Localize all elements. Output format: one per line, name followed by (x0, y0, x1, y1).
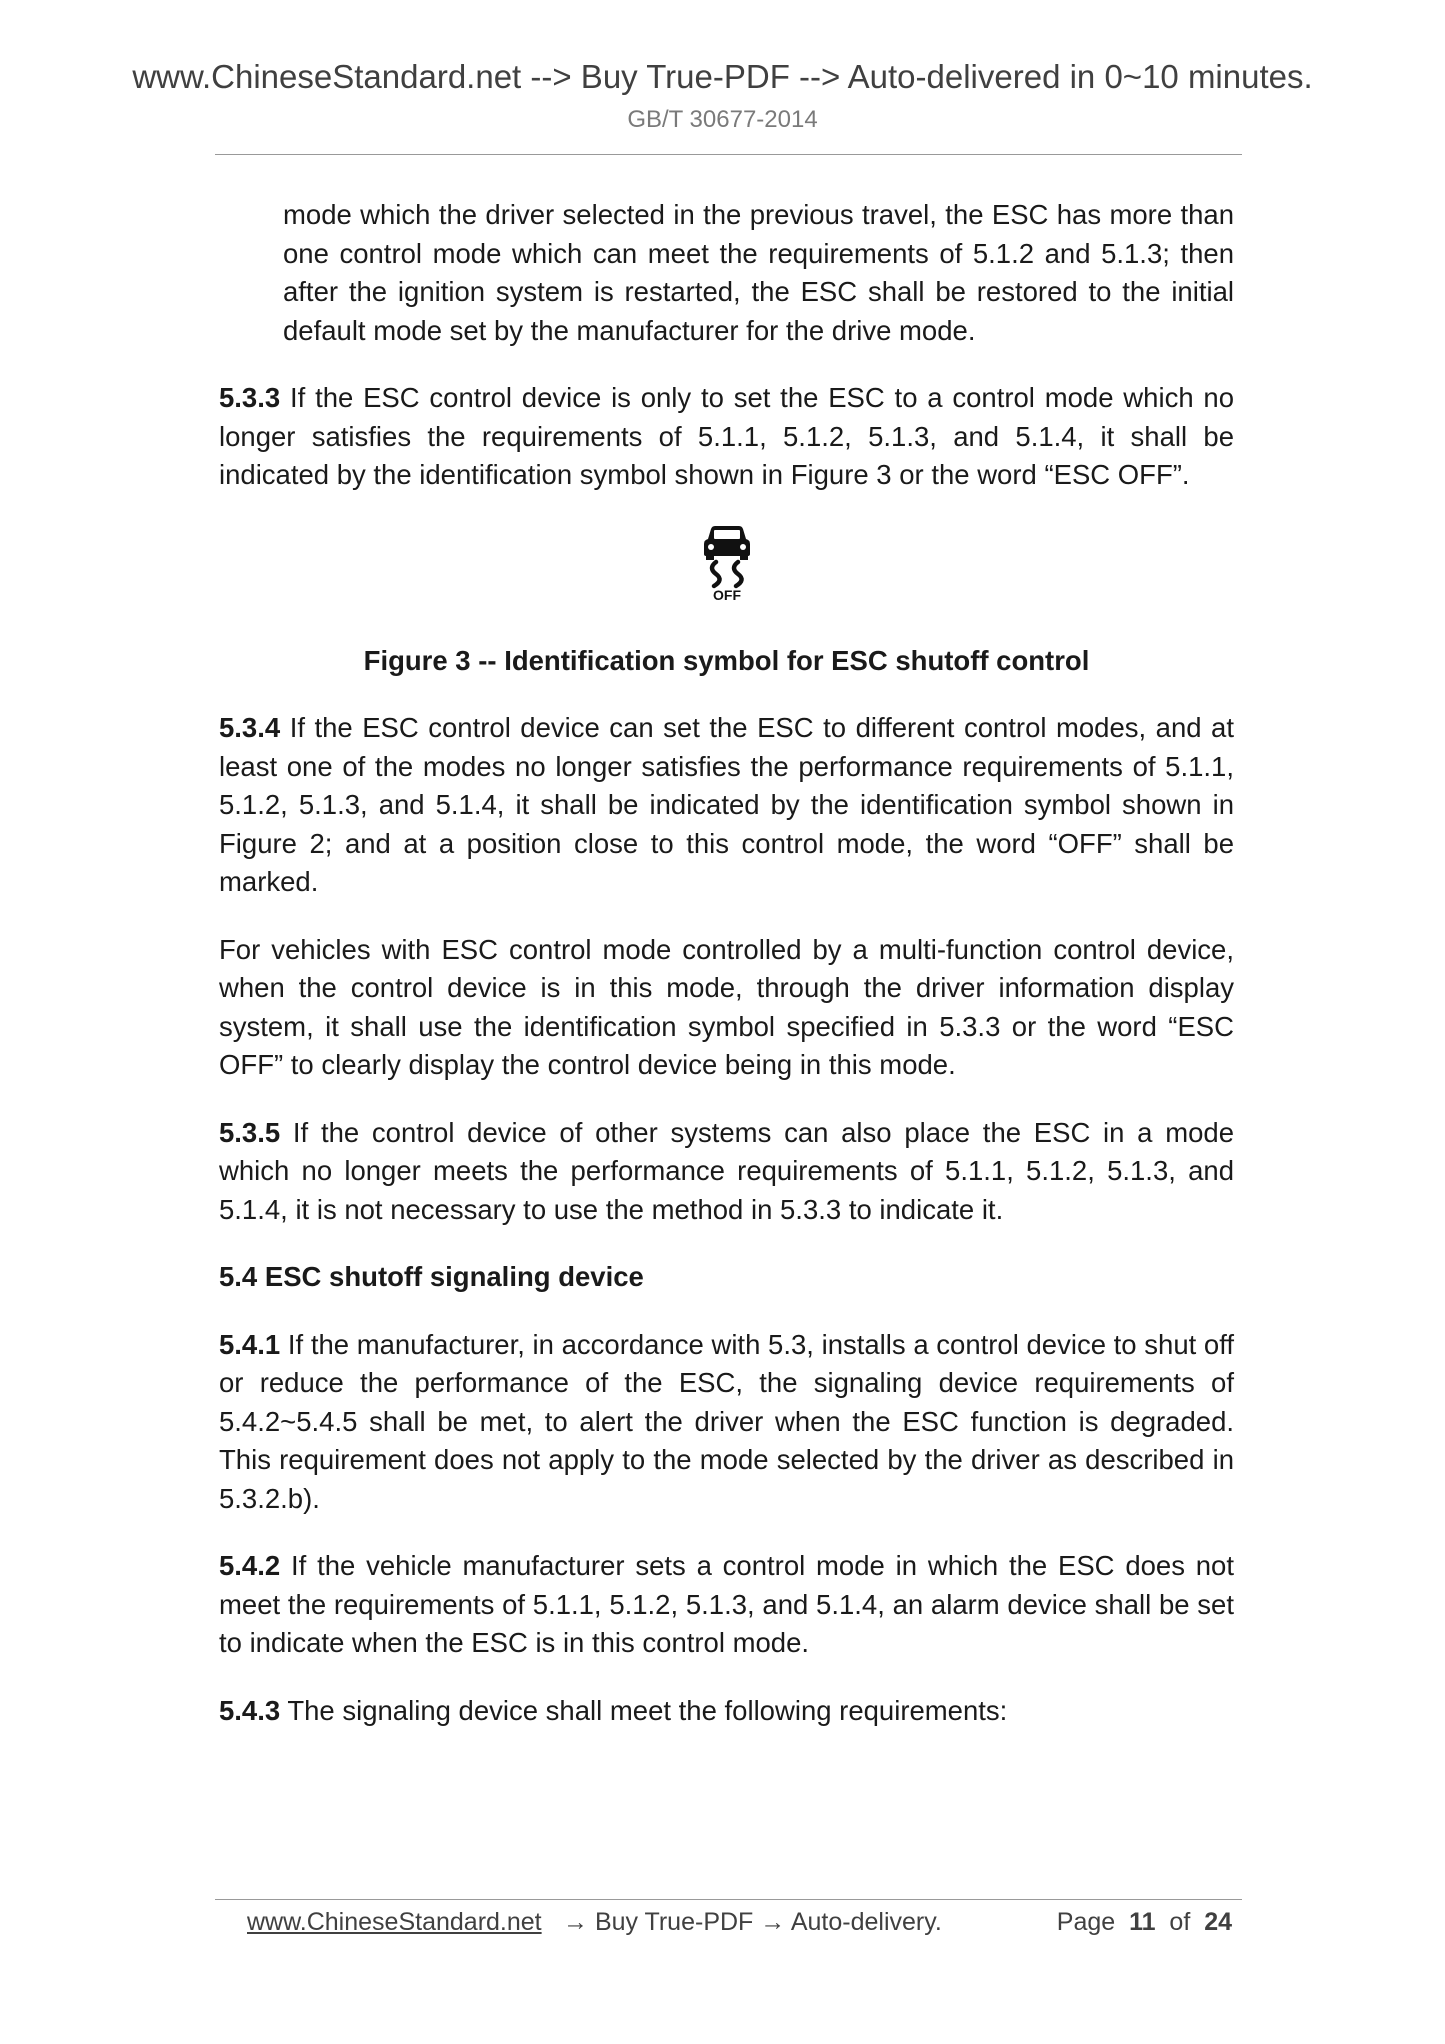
page-label: Page (1056, 1908, 1116, 1936)
clause-5-3-4 (219, 709, 1234, 902)
clause-text: If the control device of other systems can also place the ESC in a mode which no longer meets the performance requirements of 5.1.1, 5.1.2, 5.1.3, and 5.1.4, it is not necessary to use the method in 5.3.3 to indicate it. (219, 1116, 1235, 1225)
clause-number: 5.4.2 (219, 1550, 281, 1581)
page-body (219, 196, 1234, 1759)
figure-caption: Figure 3 -- Identification symbol for ESC shutoff control (363, 644, 1090, 676)
clause-number: 5.4.1 (219, 1328, 281, 1360)
clause-5-3-3 (219, 379, 1234, 495)
clause-5-4-1 (219, 1326, 1234, 1519)
clause-5-3-5 (219, 1114, 1234, 1230)
clause-number: 5.3.5 (219, 1116, 281, 1148)
of-label: of (1169, 1908, 1191, 1936)
clause-text: If the ESC control device can set the ESC to different control modes, and at least one of the modes no longer satisfies the performance requirements of 5.1.1, 5.1.2, 5.1.3, and 5.1.4, it shall be indicated by the identification symbol shown in Figure 2; and at a position close to this control mode, the word “OFF” shall be marked. (219, 712, 1234, 897)
page-number (1057, 1908, 1232, 1937)
symbol-off-label: OFF (712, 586, 741, 602)
header-divider (215, 154, 1242, 155)
footer-tagline: → Buy True-PDF → Auto-delivery. (563, 1908, 942, 1936)
clause-number: 5.3.4 (219, 712, 281, 743)
clause-number: 5.4.3 (219, 1694, 281, 1726)
section-heading-5-4: 5.4 ESC shutoff signaling device (219, 1261, 644, 1292)
page-footer (215, 1900, 1242, 1944)
clause-number: 5.3.3 (219, 382, 281, 413)
clause-text: If the vehicle manufacturer sets a control mode in which the ESC does not meet the requirements of 5.1.1, 5.1.2, 5.1.3, and 5.1.4, an alarm device shall be set to indicate when the ESC is in this control mode. (219, 1550, 1234, 1658)
clause-text: The signaling device shall meet the following requirements: (287, 1694, 1008, 1726)
continuation-paragraph: mode which the driver selected in the previous travel, the ESC has more than one control mode which can meet the requirements of 5.1.2 and 5.1.3; then after the ignition system is restarted, the ESC shall be restored to the initial default mode set by the manufacturer for the drive mode. (283, 199, 1234, 346)
current-page: 11 (1129, 1908, 1156, 1936)
standard-number: GB/T 30677-2014 (627, 106, 818, 133)
footer-site-link[interactable]: www.ChineseStandard.net (247, 1908, 542, 1936)
header-banner: www.ChineseStandard.net --> Buy True-PDF --> Auto-delivered in 0~10 minutes. (132, 58, 1313, 95)
total-pages: 24 (1204, 1908, 1232, 1936)
clause-5-3-4-paragraph-2: For vehicles with ESC control mode controlled by a multi-function control device, when the control device is in this mode, through the driver information display system, it shall use the identification symbol specified in 5.3.3 or the word “ESC OFF” to clearly display the control device being in this mode. (219, 933, 1234, 1080)
clause-5-4-2 (219, 1547, 1234, 1663)
figure-3-esc-off-symbol (219, 524, 1234, 642)
clause-text: If the ESC control device is only to set the ESC to a control mode which no longer satisfies the requirements of 5.1.1, 5.1.2, 5.1.3, and 5.1.4, it shall be indicated by the identification symbol shown in Figure 3 or the word “ESC OFF”. (219, 382, 1235, 490)
clause-text: If the manufacturer, in accordance with 5.3, installs a control device to shut off or reduce the performance of the ESC, the signaling device requirements of 5.4.2~5.4.5 shall be met, to alert the driver when the ESC function is degraded. This requirement does not apply to the mode selected by the driver as described in 5.3.2.b). (219, 1328, 1235, 1514)
clause-5-4-3 (219, 1692, 1234, 1731)
esc-off-icon (698, 524, 756, 602)
